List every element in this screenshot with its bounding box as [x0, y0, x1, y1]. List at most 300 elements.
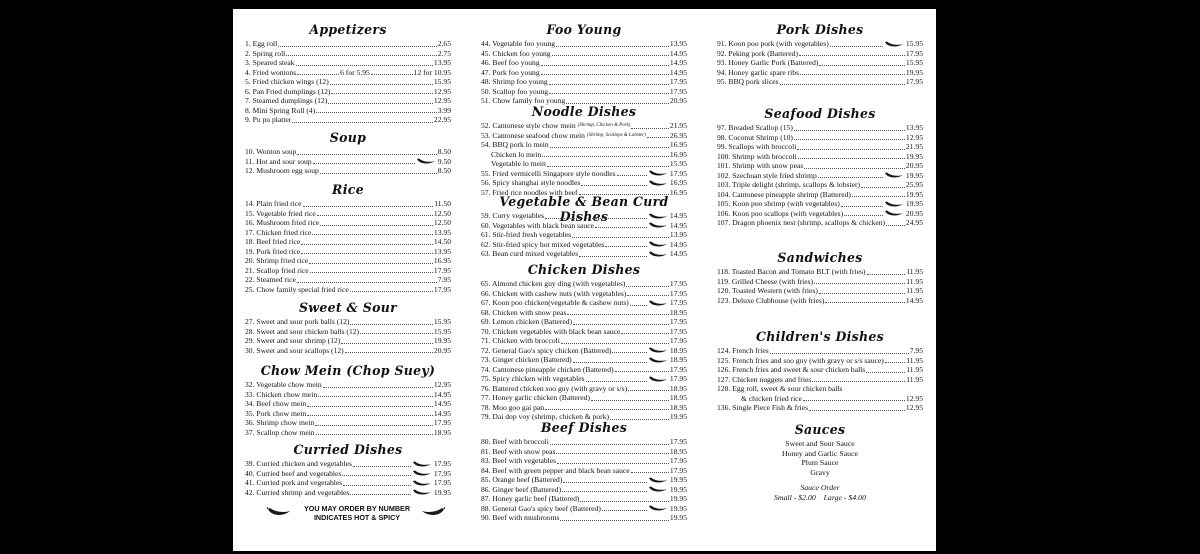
menu-item-price: 21.95 [905, 142, 923, 151]
menu-item-price: 12.95 [433, 96, 451, 105]
chili-pepper-icon [648, 241, 668, 248]
menu-page [233, 9, 936, 551]
chili-pepper-icon [648, 222, 668, 229]
menu-item-name: 39. Curried chicken and vegetables [245, 459, 352, 468]
menu-item-name: 42. Curried shrimp and vegetables [245, 487, 350, 497]
menu-item-name: 119. Grilled Cheese (with fries) [717, 276, 814, 286]
menu-item [245, 228, 451, 238]
menu-item-price: 19.95 [433, 487, 451, 497]
menu-item-price: 14.95 [433, 389, 451, 399]
menu-item [481, 289, 687, 299]
menu-item [717, 133, 923, 143]
menu-item [717, 49, 923, 59]
menu-item-name: 68. Chicken with snow peas [481, 307, 567, 317]
menu-item [245, 266, 451, 276]
menu-item [481, 504, 687, 514]
menu-item [481, 121, 687, 131]
chili-pepper-icon [648, 213, 668, 220]
menu-item-price: 14.95 [433, 399, 451, 408]
menu-item-name: 83. Beef with vegetables [481, 456, 557, 465]
menu-item [245, 199, 451, 209]
menu-item-price: 19.95 [905, 67, 923, 77]
menu-item [481, 131, 687, 141]
menu-item-price: 20.95 [669, 96, 687, 105]
menu-item-price: 14.95 [669, 220, 687, 230]
menu-item [481, 279, 687, 289]
menu-item-price: 8.50 [437, 166, 451, 175]
menu-item-name: 52. Cantonese style chow mein [481, 121, 576, 130]
menu-item-price: 26.95 [669, 130, 687, 140]
menu-item-price: 11.95 [906, 365, 923, 374]
menu-item-name: 51. Chow family foo young [481, 96, 566, 105]
menu-item-name: 70. Chicken vegetables with black bean sauce [481, 326, 621, 336]
menu-item [717, 142, 923, 152]
menu-item-name: 74. Cantonese pineapple chicken (Battered) [481, 364, 614, 374]
chili-pepper-icon [648, 357, 668, 364]
menu-item-price: 17.95 [669, 298, 687, 307]
section-title: Soup [329, 129, 367, 146]
menu-item [481, 77, 687, 87]
menu-item [481, 447, 687, 457]
menu-item [717, 199, 923, 209]
menu-item-name: 47. Pork foo young [481, 67, 540, 77]
menu-item [717, 123, 923, 133]
menu-item-name: 36. Shrimp chow mein [245, 418, 315, 427]
menu-item-price: 20.95 [905, 161, 923, 170]
menu-item-price: 15.95 [905, 39, 923, 48]
sauce-order-prices: Small - $2.00 Large - $4.00 [774, 492, 866, 502]
menu-item-price: 18.95 [669, 345, 687, 355]
menu-item-price: 11.95 [906, 355, 923, 365]
menu-item [245, 399, 451, 409]
section-rice [245, 183, 451, 294]
section-curried [245, 443, 451, 497]
menu-item-name: 30. Sweet and sour scallops (12) [245, 345, 344, 355]
menu-item-name: 101. Shrimp with snow peas [717, 161, 804, 170]
menu-item [245, 285, 451, 295]
menu-item [245, 39, 451, 49]
section-noodle [481, 105, 687, 197]
menu-item [481, 150, 687, 160]
section-title: Beef Dishes [540, 419, 628, 436]
menu-item-price: 19.95 [669, 475, 687, 484]
menu-item-price: 16.95 [669, 140, 687, 149]
menu-item-price: 3.99 [437, 105, 451, 115]
menu-item [245, 346, 451, 356]
menu-item-price: 14.95 [669, 249, 687, 258]
chili-pepper-icon [884, 210, 904, 217]
menu-item [717, 209, 923, 219]
menu-item-name: 84. Beef with green pepper and black bean sauce [481, 465, 630, 475]
menu-item-name: 48. Shrimp foo young [481, 77, 548, 86]
menu-item-price: 12.50 [433, 218, 451, 227]
menu-item-price: 12.95 [905, 403, 923, 412]
menu-item-name: 127. Chicken nuggets and fries [717, 374, 812, 384]
menu-item-price: 17.95 [669, 364, 687, 374]
chili-pepper-icon [648, 251, 668, 258]
menu-item [481, 317, 687, 327]
menu-item-price: 17.95 [669, 374, 687, 383]
menu-item-price: 13.95 [669, 230, 687, 239]
menu-item [245, 237, 451, 247]
menu-item [245, 87, 451, 97]
menu-item [717, 384, 923, 394]
menu-item-price: 16.95 [669, 187, 687, 197]
menu-item-price: 14.95 [669, 48, 687, 58]
order-note-line-2: INDICATES HOT & SPICY [313, 513, 401, 522]
menu-item-name: 19. Pork fried rice [245, 246, 301, 256]
menu-item-price: 18.95 [669, 383, 687, 393]
section-soup [245, 131, 451, 176]
menu-item [481, 49, 687, 59]
section-title: Children's Dishes [756, 328, 884, 345]
menu-item [481, 374, 687, 384]
menu-item-name: 45. Chicken foo young [481, 48, 551, 58]
menu-item-name: 56. Spicy shanghai style noodles [481, 178, 581, 187]
menu-item-price: 11.95 [906, 276, 923, 286]
menu-item-name: 102. Szechuan style fried shrimp [717, 170, 817, 180]
menu-item-name: 103. Triple delight (shrimp, scallops & lobster) [717, 180, 861, 189]
menu-item-price: 14.95 [669, 58, 687, 67]
menu-item [481, 39, 687, 49]
menu-item [717, 77, 923, 87]
sauce-list [717, 439, 923, 477]
menu-item-name: 87. Honey garlic beef (Battered) [481, 494, 580, 503]
section-title: Noodle Dishes [531, 103, 637, 120]
menu-item-price: 12.95 [433, 380, 451, 389]
menu-item-name: 5. Fried chicken wings (12) [245, 77, 329, 86]
chili-pepper-icon [412, 480, 432, 487]
menu-item-name: 78. Moo goo gai pan [481, 402, 545, 412]
menu-item [245, 218, 451, 228]
menu-item [481, 211, 687, 221]
section-beef [481, 421, 687, 523]
menu-item-name: 88. General Gao's spicy beef (Battered) [481, 503, 601, 513]
menu-item-name: 34. Beef chow mein [245, 399, 307, 408]
menu-item-name: 29. Sweet and sour shrimp (12) [245, 336, 341, 345]
menu-item-price: 17.95 [905, 48, 923, 58]
menu-item-name: 27. Sweet and sour pork balls (12) [245, 317, 350, 326]
menu-item-price: 14.95 [669, 67, 687, 77]
section-pork [717, 23, 923, 87]
menu-item-note: (Shrimp, Chicken & Pork) [577, 123, 631, 128]
menu-item-name: 97. Breaded Scallop (15) [717, 123, 793, 132]
menu-item-price: 18.95 [669, 307, 687, 317]
menu-item [717, 346, 923, 356]
menu-item-name: 72. General Gao's spicy chicken (Battered) [481, 345, 612, 355]
menu-item [245, 488, 451, 498]
menu-item-name: 106. Koon poo scallops (with vegetables) [717, 208, 844, 218]
menu-item-name: 136. Single Piece Fish & fries [717, 403, 809, 412]
chili-pepper-icon [884, 172, 904, 179]
menu-item-name: 40. Curried beef and vegetables [245, 468, 342, 478]
menu-item [481, 58, 687, 68]
menu-item-name: 18. Beef fried rice [245, 237, 301, 246]
menu-item [245, 247, 451, 257]
menu-item-name: & chicken fried rice [741, 393, 802, 403]
section-title: Foo Young [546, 21, 622, 38]
menu-item-name: 85. Orange beef (Battered) [481, 475, 563, 484]
menu-item-price: 19.95 [669, 412, 687, 421]
menu-item-name: 81. Beef with snow peas [481, 446, 556, 456]
menu-item [717, 39, 923, 49]
menu-item [481, 475, 687, 485]
menu-item-price: 22.95 [433, 115, 451, 124]
menu-item-name: 1. Egg roll [245, 39, 278, 48]
menu-item-name: 28. Sweet and sour chicken balls (12) [245, 326, 360, 336]
menu-item [717, 218, 923, 228]
section-sandwiches [717, 251, 923, 305]
menu-item-name: 105. Koon poo shrimp (with vegetables) [717, 199, 840, 208]
chili-pepper-icon [648, 347, 668, 354]
menu-item-name: 11. Hot and sour soup [245, 156, 312, 166]
chili-pepper-icon [648, 300, 668, 307]
order-note [267, 504, 447, 524]
menu-item-name: 93. Honey Garlic Pork (Battered) [717, 58, 819, 67]
menu-item-name: 71. Chicken with broccoli [481, 336, 560, 345]
menu-item-name: 91. Koon poo pork (with vegetables) [717, 39, 829, 48]
menu-item-price: 17.95 [433, 265, 451, 275]
menu-item-price: 20.95 [433, 345, 451, 355]
menu-item-price: 19.95 [905, 199, 923, 208]
menu-item [481, 240, 687, 250]
chili-pepper-icon [267, 507, 291, 517]
menu-item-name: 15. Vegetable fried rice [245, 208, 316, 218]
menu-item-name: 104. Cantonese pineapple shrimp (Battered) [717, 189, 851, 199]
chili-pepper-icon [416, 158, 436, 165]
menu-item [717, 68, 923, 78]
menu-item [481, 346, 687, 356]
menu-item-name: 67. Koon poo chicken(vegetable & cashew nuts) [481, 298, 629, 307]
menu-item [481, 494, 687, 504]
sauce-item: Gravy [810, 467, 830, 477]
section-title: Sauces [794, 421, 846, 438]
menu-item [481, 178, 687, 188]
menu-item-name: 94. Honey garlic spare ribs [717, 67, 800, 77]
menu-item-price: 14.95 [669, 211, 687, 220]
menu-item-name: 99. Scallops with broccoli [717, 142, 797, 151]
menu-item-price: 19.95 [669, 494, 687, 503]
menu-item-name: 53. Cantonese seafood chow mein [481, 130, 585, 140]
menu-item-price: 11.95 [906, 374, 923, 384]
menu-item-name: 77. Honey garlic chicken (Battered) [481, 393, 591, 402]
menu-item [717, 286, 923, 296]
menu-item-name: 73. Ginger chicken (Battered) [481, 355, 572, 364]
menu-item [245, 390, 451, 400]
menu-item-name: 125. French fries and soo guy (with gravy or s/s sauce) [717, 355, 884, 365]
menu-item-name: 2. Spring roll [245, 48, 286, 58]
menu-item-name: 126. French fries and sweet & sour chicken balls [717, 365, 866, 374]
menu-item-price: 11.95 [906, 286, 923, 295]
menu-item-name: 9. Pu pu platter [245, 115, 292, 124]
menu-item-price: 19.95 [669, 503, 687, 513]
menu-item-price: 7.95 [437, 275, 451, 284]
chili-pepper-icon [412, 470, 432, 477]
menu-item-name: 128. Egg roll, sweet & sour chicken balls [717, 384, 843, 393]
chili-pepper-icon [648, 376, 668, 383]
menu-item [481, 169, 687, 179]
menu-item-price: 17.95 [669, 326, 687, 336]
menu-item-price: 17.95 [669, 465, 687, 475]
menu-item-name: 17. Chicken fried rice [245, 227, 312, 237]
menu-item-price: 17.95 [905, 77, 923, 86]
menu-item [481, 384, 687, 394]
menu-item-price: 12.95 [433, 86, 451, 96]
menu-item-price: 19.95 [433, 336, 451, 345]
chili-pepper-icon [648, 180, 668, 187]
section-vegetable-bean-curd [481, 195, 687, 259]
menu-item [717, 180, 923, 190]
chili-pepper-icon [884, 41, 904, 48]
menu-item-name: 6. Pan Fried dumplings (12) [245, 86, 331, 96]
menu-item-name: 95. BBQ pork slices [717, 77, 779, 86]
section-sweet-sour [245, 301, 451, 355]
menu-item-price: 19.95 [669, 484, 687, 494]
chili-pepper-icon [648, 486, 668, 493]
menu-item-price: 21.95 [669, 121, 687, 130]
menu-item-name: 80. Beef with broccoli [481, 437, 549, 446]
menu-item-name: 75. Spicy chicken with vegetables [481, 374, 585, 383]
menu-item [481, 437, 687, 447]
section-appetizers [245, 23, 451, 125]
menu-item-price: 19.95 [905, 170, 923, 180]
menu-item-name: Vegetable lo mein [491, 159, 546, 168]
menu-item-price: 14.50 [433, 237, 451, 246]
menu-item-price: 17.95 [669, 77, 687, 86]
menu-item-name: 22. Steamed rice [245, 275, 296, 284]
chili-pepper-icon [412, 489, 432, 496]
menu-item-name: 37. Scallop chow mein [245, 427, 315, 437]
menu-item-price: 11.50 [434, 199, 451, 208]
menu-item [481, 327, 687, 337]
chili-pepper-icon [884, 201, 904, 208]
menu-item [481, 485, 687, 495]
section-title: Curried Dishes [293, 441, 403, 458]
menu-item-name: 44. Vegetable foo young [481, 39, 556, 48]
menu-item-name: 55. Fried vermicelli Singapore style noodles [481, 168, 616, 178]
chili-pepper-icon [648, 505, 668, 512]
section-title: Sandwiches [777, 249, 863, 266]
menu-item [717, 190, 923, 200]
menu-item [245, 115, 451, 125]
menu-item-name: 32. Vegetable chow mein [245, 380, 322, 389]
menu-item-price: 2.65 [437, 39, 451, 48]
menu-item [245, 380, 451, 390]
menu-item-price: 19.95 [905, 189, 923, 199]
menu-item-name: 50. Scallop foo young [481, 86, 549, 96]
menu-item-name: 57. Fried rice noodles with beef [481, 187, 578, 197]
section-chicken [481, 263, 687, 422]
menu-item-name: 16. Mushroom fried rice [245, 218, 320, 227]
menu-item-price: 17.95 [669, 317, 687, 326]
menu-item-price: 14.95 [433, 408, 451, 418]
menu-item-name: 92. Peking pork (Battered) [717, 48, 798, 58]
menu-item [245, 49, 451, 59]
menu-item-name: Chicken lo mein [491, 149, 542, 159]
menu-item-name: 41. Curried pork and vegetables [245, 478, 343, 487]
menu-item-price: 20.95 [905, 208, 923, 218]
menu-item-price: 12.50 [433, 208, 451, 218]
menu-item [245, 428, 451, 438]
menu-item-name: 25. Chow family special fried rice [245, 284, 349, 294]
section-title: Chow Mein (Chop Suey) [260, 362, 436, 379]
menu-item-price: 15.95 [433, 77, 451, 86]
menu-item-name: 21. Scallop fried rice [245, 265, 309, 275]
menu-item-price-large: 12 for 10.95 [413, 67, 452, 77]
menu-item-name: 118. Toasted Bacon and Tomato BLT (with fries) [717, 267, 866, 276]
menu-item-price: 13.95 [905, 123, 923, 132]
menu-item [481, 355, 687, 365]
menu-item-name: 62. Stir-fried spicy hot mixed vegetables [481, 239, 605, 249]
section-title: Rice [332, 181, 364, 198]
menu-item-price: 17.95 [433, 418, 451, 427]
section-title: Sweet & Sour [298, 299, 398, 316]
menu-item [481, 365, 687, 375]
menu-item [245, 58, 451, 68]
menu-item-price: 12.95 [905, 132, 923, 142]
menu-item-name: 14. Plain fried rice [245, 199, 302, 208]
menu-item-price: 13.95 [433, 246, 451, 256]
menu-item [245, 106, 451, 116]
menu-item [717, 152, 923, 162]
sauce-item: Plum Sauce [801, 458, 839, 467]
menu-item-name: 90. Beef with mushrooms [481, 513, 560, 522]
menu-item-price: 18.95 [669, 393, 687, 402]
menu-item [717, 267, 923, 277]
menu-item [245, 209, 451, 219]
menu-item-price: 18.95 [433, 427, 451, 437]
menu-item-price: 7.95 [909, 346, 923, 355]
menu-item [717, 403, 923, 413]
section-title: Vegetable & Bean Curd Dishes [499, 193, 669, 225]
menu-item [717, 277, 923, 287]
menu-item [717, 365, 923, 375]
section-title: Chicken Dishes [527, 261, 641, 278]
menu-item-price: 11.95 [906, 267, 923, 276]
section-childrens [717, 330, 923, 413]
section-title: Seafood Dishes [764, 105, 876, 122]
menu-item-price: 15.95 [433, 326, 451, 336]
menu-item-name: 46. Beef foo young [481, 58, 540, 67]
menu-item-price: 13.95 [433, 58, 451, 67]
menu-item [481, 140, 687, 150]
section-sauces [717, 423, 923, 502]
menu-item-price: 17.95 [669, 86, 687, 96]
menu-item [717, 296, 923, 306]
menu-item [245, 478, 451, 488]
menu-item-name: 54. BBQ pork lo mein [481, 140, 549, 149]
menu-item-name: 107. Dragon phoenix nest (shrimp, scallops & chicken) [717, 218, 886, 227]
menu-item-name: 120. Toasted Western (with fries) [717, 286, 818, 295]
menu-item-price: 17.95 [669, 279, 687, 288]
chili-pepper-icon [648, 170, 668, 177]
menu-item-name: 7. Steamed dumplings (12) [245, 96, 328, 105]
menu-item [245, 96, 451, 106]
menu-item-price: 16.95 [669, 178, 687, 187]
order-note-line-1: YOU MAY ORDER BY NUMBER [303, 504, 411, 513]
section-foo-young [481, 23, 687, 106]
menu-item-name: 8. Mini Spring Roll (4) [245, 105, 316, 115]
menu-item-name: 69. Lemon chicken (Battered) [481, 317, 573, 326]
menu-item-name: 4. Fried wontons [245, 67, 297, 77]
menu-item-name: 3. Speared steak [245, 58, 295, 67]
menu-item-price: 17.95 [669, 168, 687, 178]
menu-item-note: (Shrimp, Scallops & Lobster) [586, 132, 646, 138]
menu-item-name: 35. Pork chow mein [245, 408, 307, 418]
menu-item-name: 79. Dai dop voy (shrimp, chicken & pork) [481, 412, 610, 421]
menu-item-price: 13.95 [433, 227, 451, 237]
menu-item-price: 17.95 [433, 468, 451, 478]
